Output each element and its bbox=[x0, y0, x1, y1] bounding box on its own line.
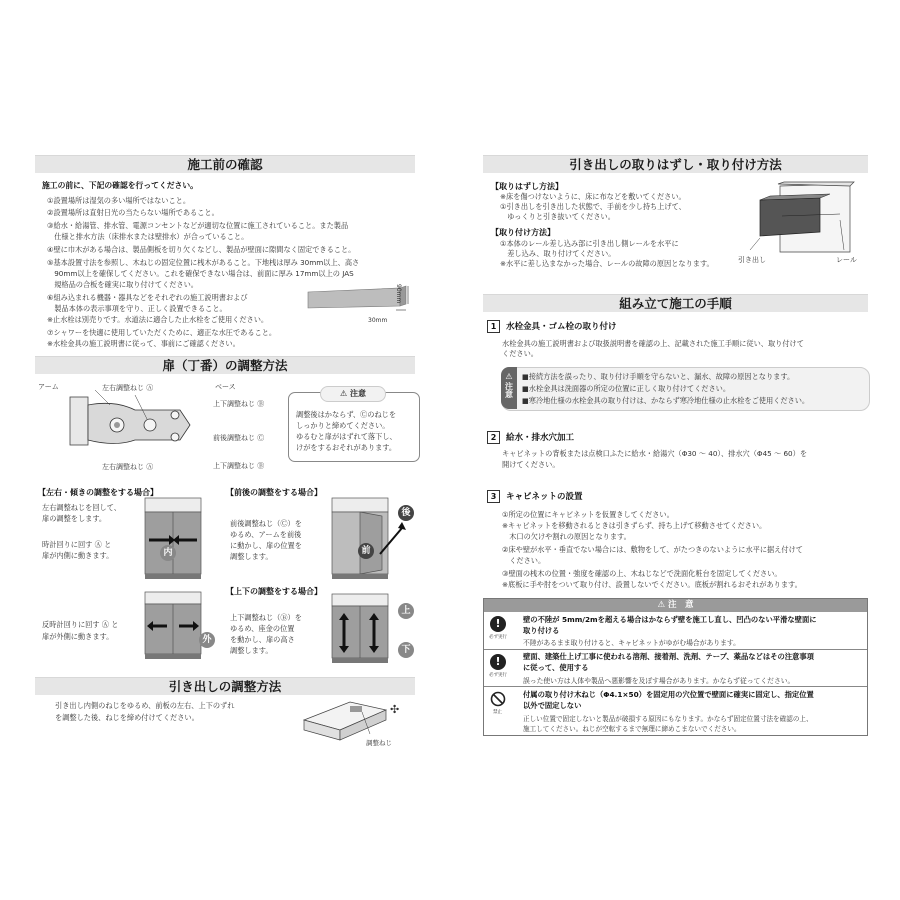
step3-line: ください。 bbox=[502, 556, 546, 565]
fb-text: ゆるめ、アームを前後 bbox=[230, 530, 302, 539]
step2-line: キャビネットの背板または点検口ふたに給水・給湯穴（Φ30 ～ 40）、排水穴（Φ45 ～ 60）を bbox=[502, 449, 808, 458]
fb-text: に動かし、扉の位置を bbox=[230, 541, 302, 550]
drawer-attach-line: ※水平に差し込まなかった場合、レールの故障の原因となります。 bbox=[500, 259, 714, 268]
drawer-illustration-label-drawer: 引き出し bbox=[738, 256, 766, 264]
check-intro: 施工の前に、下記の確認を行ってください。 bbox=[42, 181, 198, 190]
check-item: ①設置場所は湿気の多い場所ではないこと。 bbox=[47, 196, 191, 205]
warning-row-title: 取り付ける bbox=[523, 626, 560, 635]
warning-row-title: 壁面、建築仕上げ工事に使われる溶剤、接着剤、洗剤、テープ、薬品などはその注意事項 bbox=[523, 652, 814, 661]
batten-dimension-diagram bbox=[300, 282, 420, 332]
badge-up: 上 bbox=[398, 603, 414, 619]
cabinet-lr-inward-illustration bbox=[143, 496, 203, 581]
step2-number: 2 bbox=[487, 431, 500, 444]
drawer-adjust-line: 引き出し内側のねじをゆるめ、前板の左右、上下のずれ bbox=[55, 701, 235, 710]
drawer-attach-line: ①本体のレール差し込み部に引き出し側レールを水平に bbox=[500, 239, 679, 248]
check-item: ②設置場所は直射日光の当たらない場所であること。 bbox=[47, 208, 219, 217]
drawer-remove-title: 【取りはずし方法】 bbox=[491, 182, 563, 191]
step1-line: ください。 bbox=[502, 349, 538, 358]
fb-text: 前後調整ねじ（Ⓒ）を bbox=[230, 519, 302, 528]
dim-label-thickness: 30mm bbox=[368, 317, 388, 324]
warning-icon: ⚠ bbox=[657, 600, 669, 610]
check-item: ③給水・給湯管、排水管、電源コンセントなどが適切な位置に施工されていること。また製品 bbox=[47, 221, 349, 230]
warning-table-header-text: 注 意 bbox=[668, 600, 694, 610]
hinge-caution-line: 調整後はかならず、Ⓒのねじを bbox=[296, 410, 397, 419]
lr-text: 扉が内側に動きます。 bbox=[42, 551, 114, 560]
warning-icon: ⚠ bbox=[340, 389, 350, 398]
lr-case-title: 【左右・傾きの調整をする場合】 bbox=[38, 488, 158, 497]
section-title-hinge: 扉（丁番）の調整方法 bbox=[35, 356, 415, 374]
drawer-attach-title: 【取り付け方法】 bbox=[491, 228, 555, 237]
screw-icon: ✣ bbox=[390, 703, 400, 716]
lr-text: 扉が外側に動きます。 bbox=[42, 632, 114, 641]
lr-text: 扉の調整をします。 bbox=[42, 514, 107, 523]
check-item: ※水栓金具の施工説明書に従って、事前にご確認ください。 bbox=[47, 339, 240, 348]
hinge-label-base: ベース bbox=[215, 383, 236, 391]
ud-text: ゆるめ、座金の位置 bbox=[230, 624, 295, 633]
warning-row-icon-label: 必ず実行 bbox=[489, 635, 507, 640]
hinge-label-lr-screw: 左右調整ねじ Ⓐ bbox=[102, 384, 154, 392]
step1-note-badge-text: 注意 bbox=[504, 382, 514, 398]
warning-row-sub: 誤った使い方は人体や製品へ悪影響を及ぼす場合があります。かならず従ってください。 bbox=[523, 677, 795, 685]
step2-heading bbox=[487, 431, 574, 444]
section-title-pre-check: 施工前の確認 bbox=[35, 155, 415, 173]
drawer-adjust-line: を調整した後、ねじを締め付けてください。 bbox=[55, 713, 199, 722]
warning-icon: ⚠ bbox=[505, 372, 513, 381]
hinge-caution-title: 注意 bbox=[349, 389, 366, 398]
warning-row-icon-label: 禁止 bbox=[493, 710, 502, 715]
step3-heading bbox=[487, 490, 583, 503]
ud-text: を動かし、扉の高さ bbox=[230, 635, 295, 644]
hinge-label-fb-screw: 前後調整ねじ Ⓒ bbox=[213, 434, 265, 442]
step1-heading bbox=[487, 320, 617, 333]
hinge-label-lr-screw-bottom: 左右調整ねじ Ⓐ bbox=[102, 463, 154, 471]
ud-case-title: 【上下の調整をする場合】 bbox=[226, 587, 322, 596]
badge-back: 後 bbox=[398, 505, 414, 521]
check-item: 90mm以上を確保してください。これを確保できない場合は、前面に厚み 17mm以上の JAS bbox=[47, 269, 354, 278]
step1-note-line: ■水栓金具は洗面器の所定の位置に正しく取り付けてください。 bbox=[522, 384, 731, 393]
check-item: 規格品の合板を確実に取り付けてください。 bbox=[47, 280, 198, 289]
warning-row-sub: 正しい位置で固定しないと製品が破損する原因にもなります。かならず固定位置寸法を確認の上、 bbox=[523, 715, 813, 723]
drawer-remove-line: ゆっくりと引き抜いてください。 bbox=[500, 212, 615, 221]
drawer-remove-line: ①引き出しを引き出した状態で、手前を少し持ち上げて、 bbox=[500, 202, 686, 211]
section-title-drawer-remove: 引き出しの取りはずし・取り付け方法 bbox=[483, 155, 868, 173]
badge-front: 前 bbox=[358, 543, 374, 559]
hinge-label-ud-screw-top: 上下調整ねじ Ⓑ bbox=[213, 400, 265, 408]
cabinet-lr-outward-illustration bbox=[143, 590, 203, 660]
warning-row-title: 壁の不陸が 5mm/2mを超える場合はかならず壁を施工し直し、凹凸のない平滑な壁面に bbox=[523, 615, 817, 624]
hinge-label-ud-screw-bottom: 上下調整ねじ Ⓑ bbox=[213, 462, 265, 470]
check-item: 仕様と排水方法（床排水または壁排水）が合っていること。 bbox=[47, 232, 249, 241]
hinge-caution-line: ゆるむと扉がはずれて落下し、 bbox=[296, 432, 397, 441]
step2-line: 開けてください。 bbox=[502, 460, 560, 469]
warning-row-icon-label: 必ず実行 bbox=[489, 673, 507, 678]
dim-label-height: 90mm bbox=[395, 284, 402, 304]
step2-title: 給水・排水穴加工 bbox=[506, 433, 575, 443]
hinge-diagram bbox=[65, 385, 215, 465]
warning-row-sub: 不陸があるまま取り付けると、キャビネットがゆがむ場合があります。 bbox=[523, 639, 740, 647]
mandatory-icon: ! bbox=[490, 654, 506, 670]
check-item: ④壁に巾木がある場合は、製品側板を切り欠くなどし、製品が壁面に隙間なく固定できること。 bbox=[47, 245, 356, 254]
drawer-attach-line: 差し込み、取り付けてください。 bbox=[500, 249, 616, 258]
badge-inward: 内 bbox=[160, 545, 176, 561]
badge-down: 下 bbox=[398, 642, 414, 658]
fb-case-title: 【前後の調整をする場合】 bbox=[226, 488, 322, 497]
lr-text: 左右調整ねじを回して、 bbox=[42, 503, 121, 512]
step1-line: 水栓金具の施工説明書および取扱説明書を確認の上、記載された施工手順に従い、取り付けて bbox=[502, 339, 804, 348]
warning-row-divider bbox=[484, 649, 867, 650]
step1-number: 1 bbox=[487, 320, 500, 333]
hinge-caution-line: しっかりと締めてください。 bbox=[296, 421, 390, 430]
ud-text: 上下調整ねじ（Ⓑ）を bbox=[230, 613, 302, 622]
step3-line: ※底板に手や肘をついて取り付け、設置しないでください。底板が割れるおそれがあります。 bbox=[502, 580, 802, 589]
mandatory-icon: ! bbox=[490, 616, 506, 632]
drawer-adjust-screw-label: 調整ねじ bbox=[366, 739, 392, 747]
warning-row-title: に従って、使用する bbox=[523, 663, 589, 672]
warning-row-title: 付属の取り付け木ねじ（Φ4.1×50）を固定用の穴位置で壁面に確実に固定し、指定位置 bbox=[523, 690, 814, 699]
step1-note-badge bbox=[501, 367, 517, 409]
hinge-caution-header bbox=[320, 386, 386, 402]
step3-number: 3 bbox=[487, 490, 500, 503]
ud-text: 調整します。 bbox=[230, 646, 273, 655]
check-item: ⑦シャワーを快適に使用していただくために、適正な水圧であること。 bbox=[47, 328, 277, 337]
step3-line: ①所定の位置にキャビネットを仮置きしてください。 bbox=[502, 510, 674, 519]
cabinet-ud-illustration bbox=[330, 592, 390, 664]
warning-table-header bbox=[484, 599, 867, 612]
check-item: ※止水栓は別売りです。水道法に適合した止水栓をご使用ください。 bbox=[47, 315, 269, 324]
hinge-caution-line: けがをするおそれがあります。 bbox=[296, 443, 397, 452]
fb-text: 調整します。 bbox=[230, 552, 273, 561]
check-item: 製品本体の表示事項を守り、正しく設置できること。 bbox=[47, 304, 227, 313]
check-item: ⑤基本設置寸法を参照し、木ねじの固定位置に桟木があること。下地桟は厚み 30mm以上、高さ bbox=[47, 258, 360, 267]
step3-line: ※キャビネットを移動されるときは引きずらず、持ち上げて移動させてください。 bbox=[502, 521, 767, 530]
section-title-drawer-adjust: 引き出しの調整方法 bbox=[35, 677, 415, 695]
step1-note-line: ■接続方法を誤ったり、取り付け手順を守らないと、漏水、故障の原因となります。 bbox=[522, 372, 795, 381]
drawer-illustration-label-rail: レール bbox=[836, 256, 857, 264]
step1-title: 水栓金具・ゴム栓の取り付け bbox=[506, 322, 617, 332]
badge-outward: 外 bbox=[199, 632, 215, 648]
step3-title: キャビネットの設置 bbox=[506, 492, 583, 502]
step3-line: 木口の欠けや割れの原因となります。 bbox=[502, 532, 631, 541]
step3-line: ②床や壁が水平・垂直でない場合には、敷物をして、がたつきのないように水平に据え付けて bbox=[502, 545, 803, 554]
drawer-remove-line: ※床を傷つけないように、床に布などを敷いてください。 bbox=[500, 192, 686, 201]
prohibited-icon bbox=[490, 691, 506, 707]
step1-note-line: ■寒冷地仕様の水栓金具の取り付けは、かならず寒冷地仕様の止水栓をご使用ください。 bbox=[522, 396, 810, 405]
check-item: ⑥組み込まれる機器・器具などをそれぞれの施工説明書および bbox=[47, 293, 248, 302]
lr-text: 反時計回りに回す Ⓐ と bbox=[42, 620, 119, 629]
hinge-label-arm: アーム bbox=[38, 383, 59, 391]
warning-row-sub: 施工してください。ねじが空転するまで無理に締めこまないでください。 bbox=[523, 725, 741, 733]
warning-row-title: 以外で固定しない bbox=[523, 701, 582, 710]
drawer-remove-illustration bbox=[740, 180, 865, 260]
warning-row-divider bbox=[484, 686, 867, 687]
lr-text: 時計回りに回す Ⓐ と bbox=[42, 540, 112, 549]
step3-line: ③壁面の桟木の位置・強度を確認の上、木ねじなどで洗面化粧台を固定してください。 bbox=[502, 569, 782, 578]
section-title-assembly: 組み立て施工の手順 bbox=[483, 294, 868, 312]
